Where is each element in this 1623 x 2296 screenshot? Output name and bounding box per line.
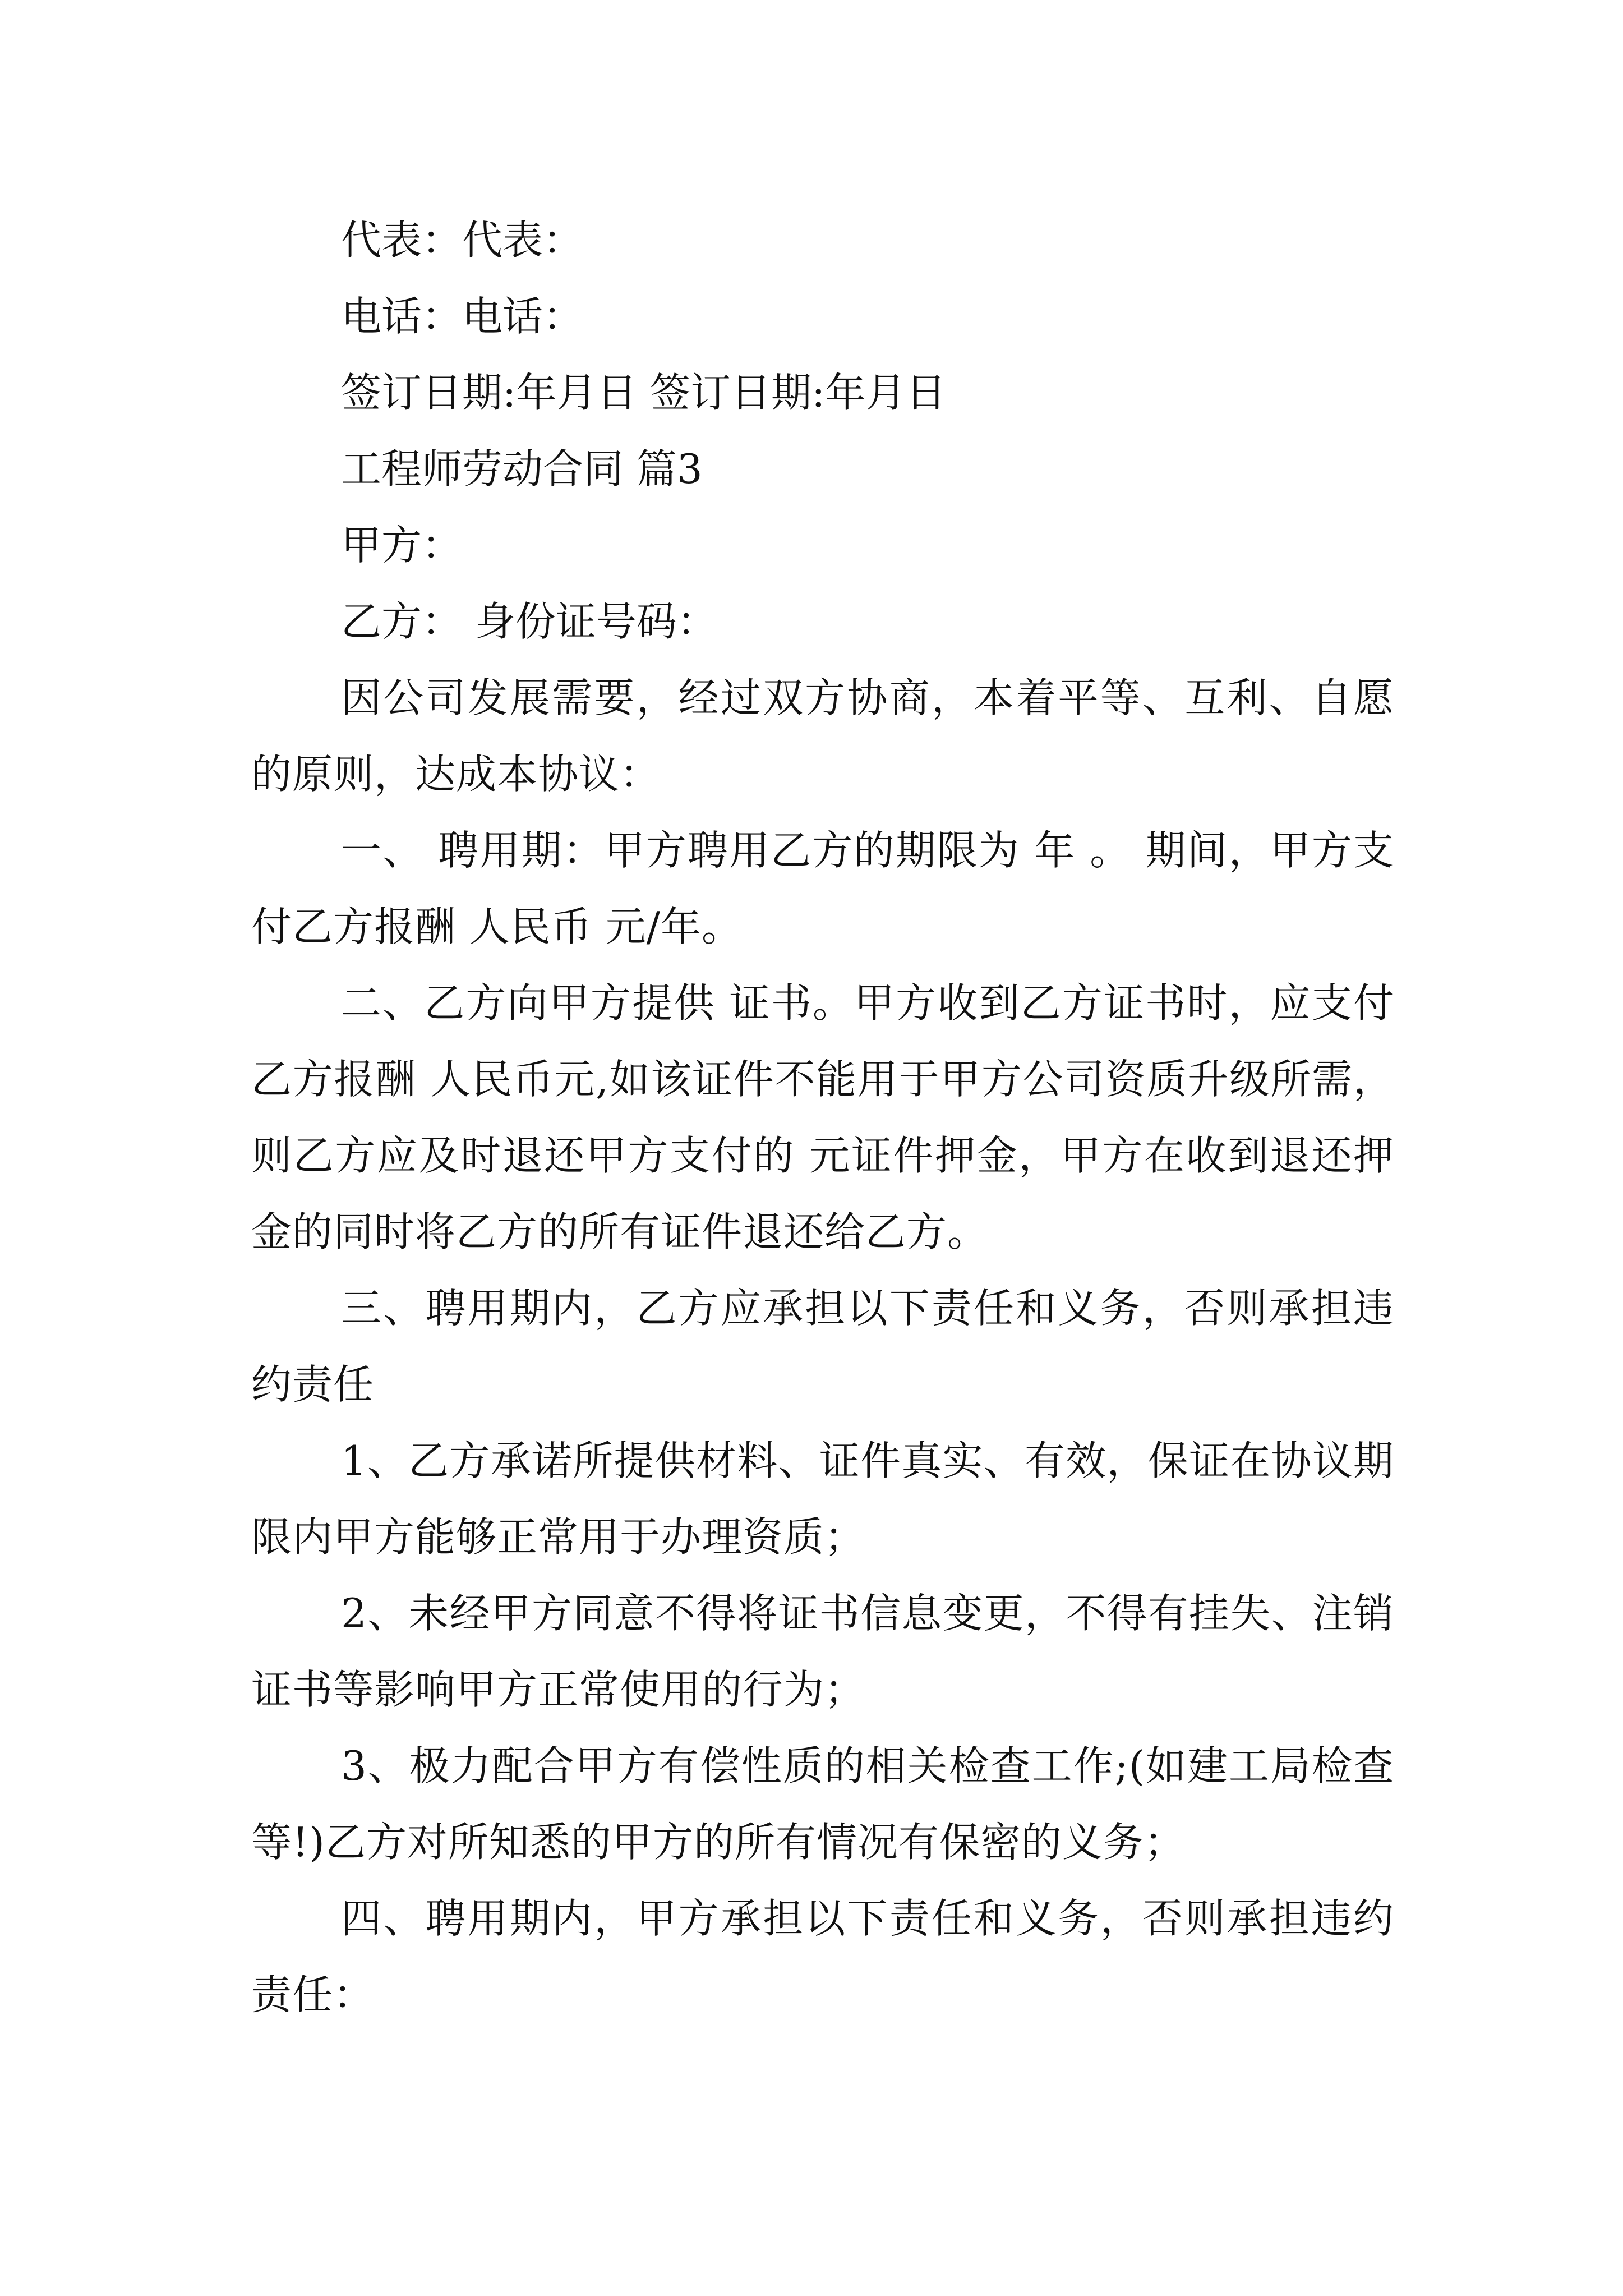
clause-1-paragraph: 一、 聘用期：甲方聘用乙方的期限为 年 。 期间，甲方支付乙方报酬 人民币 元/年。 <box>251 827 1394 950</box>
signing-date-line: 签订日期:年月日 签订日期:年月日 <box>341 369 947 416</box>
document-body <box>251 202 1394 2033</box>
phone-line: 电话：电话： <box>341 293 584 340</box>
section-title: 工程师劳动合同 篇3 <box>341 445 703 493</box>
representative-line: 代表：代表： <box>341 217 584 264</box>
clause-2-paragraph: 二、乙方向甲方提供 证书。甲方收到乙方证书时，应支付乙方报酬 人民币元,如该证件不能用于甲方公司资质升级所需，则乙方应及时退还甲方支付的 元证件押金，甲方在收到退还押金的同时将乙方的所有证件退还给乙方。 <box>251 979 1394 1255</box>
clause-3-item-1: 1、乙方承诺所提供材料、证件真实、有效，保证在协议期限内甲方能够正常用于办理资质； <box>251 1437 1394 1561</box>
clause-4-paragraph: 四、聘用期内，甲方承担以下责任和义务，否则承担违约责任： <box>251 1895 1394 2018</box>
clause-3-item-3: 3、极力配合甲方有偿性质的相关检查工作;(如建工局检查等!)乙方对所知悉的甲方的所有情况有保密的义务； <box>251 1742 1394 1866</box>
party-b-line: 乙方： 身份证号码： <box>341 598 717 645</box>
clause-3-paragraph: 三、聘用期内，乙方应承担以下责任和义务，否则承担违约责任 <box>251 1285 1394 1408</box>
preamble-paragraph: 因公司发展需要，经过双方协商，本着平等、互利、自愿的原则，达成本协议： <box>251 674 1394 798</box>
clause-3-item-2: 2、未经甲方同意不得将证书信息变更，不得有挂失、注销证书等影响甲方正常使用的行为； <box>251 1590 1394 1713</box>
party-a-line: 甲方： <box>341 522 463 569</box>
